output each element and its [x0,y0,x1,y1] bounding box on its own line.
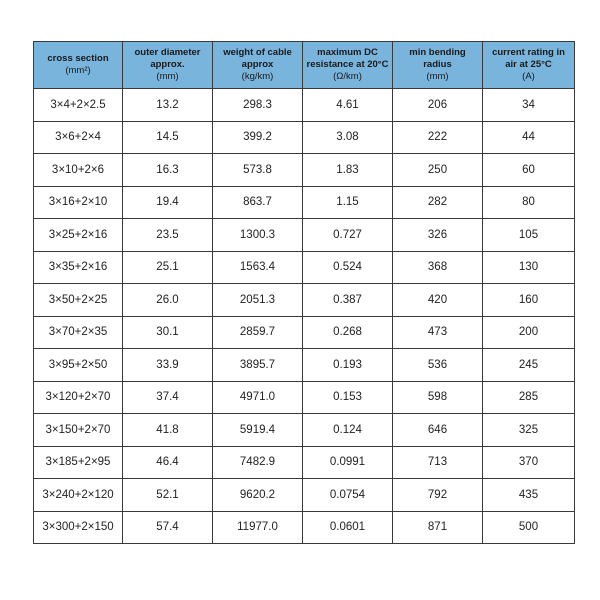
cell-current-rating: 44 [483,121,575,154]
table-row [34,186,575,219]
cell-cross-section: 3×150+2×70 [34,414,123,447]
cell-current-rating: 500 [483,511,575,544]
cell-current-rating: 435 [483,479,575,512]
table-row [34,349,575,382]
cell-current-rating: 80 [483,186,575,219]
header-unit: (mm) [156,71,179,82]
header-title: maximum DC resistance at 20°C [306,47,389,70]
header-title: current rating in air at 25°C [492,47,565,70]
cell-resistance: 0.0601 [303,511,393,544]
cell-weight: 863.7 [213,186,303,219]
cell-bending-radius: 646 [393,414,483,447]
cell-resistance: 4.61 [303,89,393,122]
cell-outer-diameter: 41.8 [123,414,213,447]
cell-bending-radius: 222 [393,121,483,154]
cell-outer-diameter: 19.4 [123,186,213,219]
header-resistance [303,42,393,89]
cell-outer-diameter: 14.5 [123,121,213,154]
cell-cross-section: 3×300+2×150 [34,511,123,544]
table-row [34,414,575,447]
table-row [34,446,575,479]
cable-spec-table-container [33,41,574,544]
cell-resistance: 0.268 [303,316,393,349]
cell-outer-diameter: 16.3 [123,154,213,187]
cell-current-rating: 160 [483,284,575,317]
cell-cross-section: 3×6+2×4 [34,121,123,154]
cell-current-rating: 325 [483,414,575,447]
cell-outer-diameter: 30.1 [123,316,213,349]
header-weight [213,42,303,89]
cell-bending-radius: 368 [393,251,483,284]
cell-outer-diameter: 25.1 [123,251,213,284]
table-row [34,479,575,512]
cell-weight: 298.3 [213,89,303,122]
header-title: min bending radius [409,47,466,70]
cell-weight: 11977.0 [213,511,303,544]
cell-bending-radius: 871 [393,511,483,544]
header-title: cross section [47,53,109,64]
cell-outer-diameter: 46.4 [123,446,213,479]
header-title: weight of cable approx [223,47,292,70]
cell-cross-section: 3×50+2×25 [34,284,123,317]
cell-resistance: 0.124 [303,414,393,447]
cell-bending-radius: 473 [393,316,483,349]
cell-bending-radius: 536 [393,349,483,382]
cell-bending-radius: 250 [393,154,483,187]
cell-bending-radius: 326 [393,219,483,252]
cell-current-rating: 245 [483,349,575,382]
table-row [34,251,575,284]
cell-cross-section: 3×4+2×2.5 [34,89,123,122]
table-row [34,381,575,414]
cell-outer-diameter: 37.4 [123,381,213,414]
cable-spec-table [33,41,575,544]
table-row [34,121,575,154]
header-current-rating [483,42,575,89]
header-bending-radius [393,42,483,89]
cell-cross-section: 3×10+2×6 [34,154,123,187]
cell-weight: 1563.4 [213,251,303,284]
cell-bending-radius: 420 [393,284,483,317]
cell-bending-radius: 598 [393,381,483,414]
table-row [34,154,575,187]
cell-resistance: 0.524 [303,251,393,284]
cell-resistance: 0.193 [303,349,393,382]
cell-outer-diameter: 13.2 [123,89,213,122]
cell-weight: 1300.3 [213,219,303,252]
cell-bending-radius: 792 [393,479,483,512]
header-unit: (kg/km) [241,71,274,82]
cell-resistance: 1.15 [303,186,393,219]
header-unit: (A) [522,71,535,82]
cell-cross-section: 3×16+2×10 [34,186,123,219]
cell-cross-section: 3×240+2×120 [34,479,123,512]
header-outer-diameter [123,42,213,89]
cell-cross-section: 3×35+2×16 [34,251,123,284]
header-unit: (Ω/km) [333,71,362,82]
cell-weight: 2859.7 [213,316,303,349]
cell-bending-radius: 206 [393,89,483,122]
table-row [34,511,575,544]
cell-cross-section: 3×70+2×35 [34,316,123,349]
table-row [34,316,575,349]
cell-current-rating: 285 [483,381,575,414]
header-title: outer diameter approx. [134,47,201,70]
table-row [34,284,575,317]
cell-cross-section: 3×25+2×16 [34,219,123,252]
cell-current-rating: 130 [483,251,575,284]
cell-current-rating: 370 [483,446,575,479]
cell-resistance: 1.83 [303,154,393,187]
header-cross-section [34,42,123,89]
cell-weight: 2051.3 [213,284,303,317]
cell-bending-radius: 282 [393,186,483,219]
header-row [34,42,575,89]
header-unit: (mm²) [65,65,91,76]
cell-weight: 573.8 [213,154,303,187]
cell-current-rating: 34 [483,89,575,122]
cell-resistance: 0.153 [303,381,393,414]
cell-cross-section: 3×95+2×50 [34,349,123,382]
cell-cross-section: 3×120+2×70 [34,381,123,414]
cell-resistance: 0.0754 [303,479,393,512]
cell-weight: 5919.4 [213,414,303,447]
cell-cross-section: 3×185+2×95 [34,446,123,479]
cell-outer-diameter: 57.4 [123,511,213,544]
cell-current-rating: 105 [483,219,575,252]
cell-resistance: 0.0991 [303,446,393,479]
cell-weight: 4971.0 [213,381,303,414]
cell-weight: 3895.7 [213,349,303,382]
cell-weight: 7482.9 [213,446,303,479]
table-body [34,89,575,544]
cell-resistance: 0.387 [303,284,393,317]
table-row [34,89,575,122]
cell-weight: 9620.2 [213,479,303,512]
cell-outer-diameter: 33.9 [123,349,213,382]
cell-weight: 399.2 [213,121,303,154]
cell-outer-diameter: 26.0 [123,284,213,317]
header-unit: (mm) [426,71,449,82]
cell-bending-radius: 713 [393,446,483,479]
cell-outer-diameter: 23.5 [123,219,213,252]
cell-current-rating: 200 [483,316,575,349]
table-row [34,219,575,252]
cell-outer-diameter: 52.1 [123,479,213,512]
cell-resistance: 3.08 [303,121,393,154]
cell-resistance: 0.727 [303,219,393,252]
cell-current-rating: 60 [483,154,575,187]
